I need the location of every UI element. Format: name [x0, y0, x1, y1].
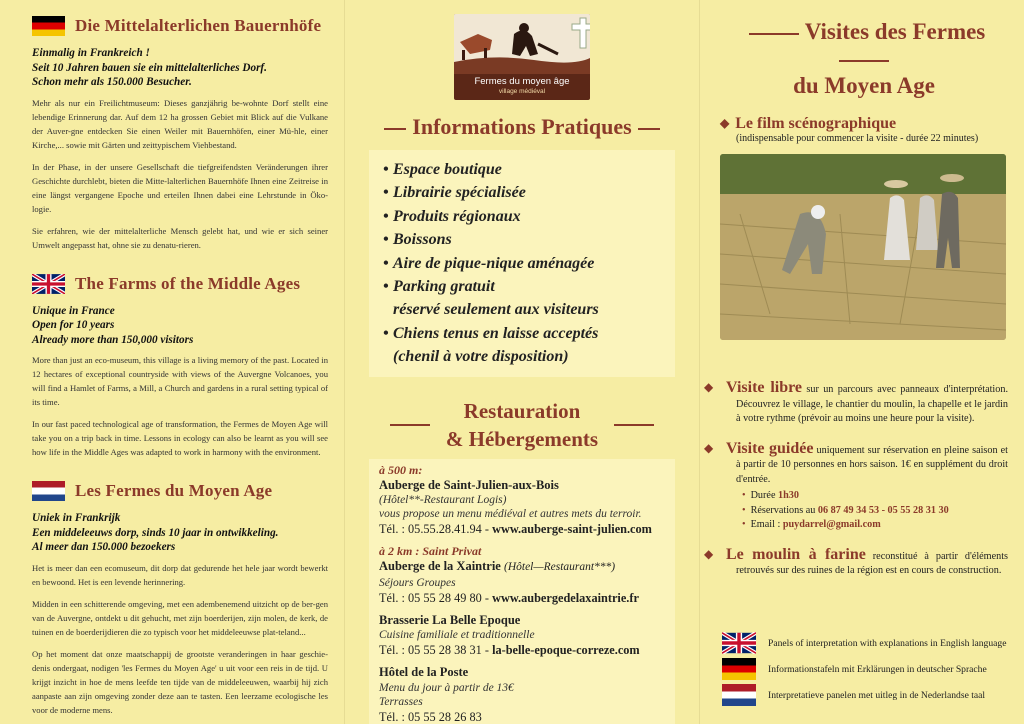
distance: à 500 m:: [379, 462, 423, 477]
restaurant-name: Auberge de Saint-Julien-aux-Bois: [379, 477, 559, 492]
item-heading: Le film scénographique: [735, 115, 897, 132]
restaurant-name: Brasserie La Belle Epoque: [379, 612, 521, 627]
section-heading: Les Fermes du Moyen Age: [75, 481, 273, 500]
divider: [390, 424, 430, 426]
guidee-booking: • Réservations au 06 87 49 34 53 - 05 55 28 31 30: [742, 504, 949, 516]
section-heading: The Farms of the Middle Ages: [75, 273, 301, 293]
paragraph: More than just an eco-museum, this village is a living memory of the past. Located in 12 hectares of exceptional countryside with views of the Auvergne Volcanoes, you will find a Hamlet of Farms, a Mill, a Church and gardens in a rural setting typical of its time.: [32, 355, 328, 407]
lead-line: Einmalig in Frankreich !: [32, 47, 150, 59]
restaurant-desc: Séjours Groupes: [379, 576, 456, 589]
restaurant-contact: Tél. : 05 55 28 38 31 - la-belle-epoque-correze.com: [379, 643, 640, 658]
dutch-flag-icon: [32, 481, 65, 501]
note-text: Interpretatieve panelen met uitleg in de Nederlandse taal: [768, 689, 986, 701]
right-panel: [700, 0, 1024, 724]
left-panel: [0, 0, 345, 724]
restaurant-website-link[interactable]: www.aubergedelaxaintrie.fr: [492, 590, 639, 605]
paragraph: Midden in een schitterende omgeving, met een adembenemend uitzicht op de ber-gen van de Auvergne, ontdekt u dit gehucht, met zijn boerderijen, zijn molen, de kerk, de tuinen en de boerderijdieren die zo typisch voor het middeleeuwse plat-teland...: [32, 598, 328, 637]
section-english: [32, 274, 328, 460]
visite-libre: ◆ Visite libre sur un parcours avec panneaux d'interprétation. Découvrez le village, le chantier du moulin, la chapelle et le jardin à votre rythme (prévoir au moins une heure pour la visite).: [704, 379, 1008, 424]
restaurant-entry: [379, 613, 665, 660]
section-german: [32, 16, 328, 252]
lead-line: Een middeleeuws dorp, sinds 10 jaar in ontwikkeling.: [32, 526, 279, 539]
restaurant-contact: Tél. : 05 55 28 26 83: [379, 709, 482, 724]
list-item: • Parking gratuit: [383, 278, 495, 296]
language-notes: [722, 630, 1006, 708]
german-flag-icon: [32, 16, 65, 36]
info-heading-text: Informations Pratiques: [412, 114, 632, 139]
list-item: • Librairie spécialisée: [383, 184, 526, 202]
lead-text: [32, 46, 328, 90]
diamond-bullet-icon: ◆: [720, 116, 730, 130]
logo-caption: Fermes du moyen âge: [474, 76, 570, 87]
restaurant-desc: Cuisine familiale et traditionnelle: [379, 629, 535, 642]
list-item: • Aire de pique-nique aménagée: [383, 254, 595, 272]
paragraph: In our fast paced technological age of transformation, the Fermes de Moyen Age will take you on a trip back in time. Lessons in ecology can also be learnt as you will see how life in the Middle Ages was adapted to work in harmony with the environment.: [32, 419, 328, 457]
title-line: du Moyen Age: [793, 73, 935, 98]
lead-line: Seit 10 Jahren bauen sie ein mittelalterliches Dorf.: [32, 61, 267, 74]
booking-phone[interactable]: 06 87 49 34 53 - 05 55 28 31 30: [817, 504, 949, 516]
restaurant-contact: Tél. : 05 55 28 49 80 - www.aubergedelaxaintrie.fr: [379, 590, 639, 605]
page-title: [720, 18, 1008, 99]
item-heading: Le moulin à farine: [726, 545, 866, 563]
email-link[interactable]: puydarrel@gmail.com: [782, 519, 881, 530]
middle-panel: [345, 0, 700, 724]
info-heading: [345, 114, 699, 140]
list-item: • Produits régionaux: [383, 207, 521, 225]
item-text: sur un parcours avec panneaux d'interprétation. Découvrez le village, le chantier du moulin, la chapelle et le jardin à votre rythme (prévoir au moins une heure pour la visite).: [736, 384, 1008, 424]
lead-text: [32, 511, 328, 555]
divider: [614, 424, 654, 426]
restaurant-entry: [379, 665, 665, 724]
paragraph: Op het moment dat onze maatschappij de grootste veranderingen in haar geschie-denis ondergaat, nodigen 'les Fermes du Moyen Age' u uit voor een reis in de tijd. U krijgt inzicht in hoe de mens leefde ten tijde van de middeleeuwen, waarbij hij zich aanpaste aan zijn omgeving zonder deze aan te tasten. Een leerzame ecologische les voor de moderne mens.: [32, 648, 328, 715]
restaurant-name: Auberge de la Xaintrie (Hôtel—Restaurant***): [379, 559, 616, 574]
lead-line: Already more than 150,000 visitors: [32, 333, 194, 346]
restaurant-entry: [379, 544, 665, 607]
visite-guidee: ◆ Visite guidée uniquement sur réservation en pleine saison et à partir de 10 personnes en hors saison. 1€ en supplément du droit d'entrée.: [704, 439, 1008, 485]
resto-heading-line: Restauration: [463, 398, 581, 423]
lead-line: Unique in France: [32, 304, 115, 317]
restaurant-desc: Terrasses: [379, 695, 423, 708]
language-note-english: [722, 630, 1006, 656]
logo-subcaption: village médiéval: [498, 88, 546, 95]
restaurant-name: Hôtel de la Poste: [379, 665, 469, 680]
title-line: Visites des Fermes: [804, 19, 986, 44]
uk-flag-icon: [32, 274, 65, 294]
section-heading: Die Mittelalterlichen Bauernhöfe: [75, 16, 322, 35]
paragraph: Mehr als nur ein Freilichtmuseum: Dieses ganzjährig be-wohnte Dorf stellt eine lebendige Erinnerung dar. Auf dem 12 ha grossen Gebiet mit Blick auf die Vulkane der Auver-gne entdecken Sie einen Weiler mit Bauernhöfen, einer Mü-hle, einer Kirche,... sowie mit Gärten und zeittypischem Viehbestand.: [32, 97, 328, 150]
lead-line: Al meer dan 150.000 bezoekers: [32, 541, 176, 553]
list-item: (chenil à votre disposition): [393, 348, 569, 366]
farmers-photo: [720, 154, 1006, 340]
item-heading: Visite libre: [726, 379, 803, 396]
lead-text: [32, 304, 328, 348]
restaurant-desc: (Hôtel**-Restaurant Logis): [379, 494, 507, 507]
list-item: • Boissons: [383, 231, 452, 249]
info-list: [369, 150, 675, 377]
note-text: Panels of interpretation with explanations in English language: [768, 637, 1007, 649]
guidee-email: • Email : puydarrel@gmail.com: [742, 519, 881, 530]
restaurant-desc: Menu du jour à partir de 13€: [379, 681, 514, 694]
dutch-flag-icon: [722, 684, 756, 706]
item-text: reconstitué à partir d'éléments retrouvés sur des ruines de la région est en cours de construction.: [736, 550, 1009, 576]
list-item: • Chiens tenus en laisse acceptés: [383, 324, 599, 342]
restaurant-list: [369, 459, 675, 724]
restaurant-website-link[interactable]: la-belle-epoque-correze.com: [492, 643, 640, 658]
paragraph: Het is meer dan een ecomuseum, dit dorp dat gedurende het hele jaar wordt bewerkt en bewoond. Het is een levende herinnering.: [32, 562, 328, 587]
list-item: réservé seulement aux visiteurs: [393, 301, 599, 319]
lead-line: Schon mehr als 150.000 Besucher.: [32, 76, 192, 88]
distance: à 2 km : Saint Privat: [379, 544, 482, 559]
restaurant-contact: Tél. : 05.55.28.41.94 - www.auberge-saint-julien.com: [379, 522, 652, 537]
german-flag-icon: [722, 658, 756, 680]
item-text: uniquement sur réservation en pleine saison et à partir de 10 personnes en hors saison. 1€ en supplément du droit d'entrée.: [736, 444, 1008, 485]
item-subtext: (indispensable pour commencer la visite - durée 22 minutes): [736, 133, 979, 144]
logo-illustration: [454, 14, 590, 74]
resto-heading: [345, 397, 699, 453]
language-note-german: [722, 656, 1006, 682]
lead-line: Open for 10 years: [32, 319, 115, 331]
restaurant-desc: vous propose un menu médiéval et autres mets du terroir.: [379, 508, 642, 521]
restaurant-website-link[interactable]: www.auberge-saint-julien.com: [492, 522, 652, 537]
paragraph: Sie erfahren, wie der mittelalterliche Mensch gelebt hat, und wie er sich seiner Umwelt angepasst hat, ohne sie zu denatu-rieren.: [32, 225, 328, 250]
item-heading: Visite guidée: [726, 439, 814, 457]
logo: [454, 14, 590, 100]
list-item: • Espace boutique: [383, 161, 502, 178]
paragraph: In der Phase, in der unsere Gesellschaft die tiefgreifendsten Veränderungen ihrer Geschichte durchlebt, bieten die Mitte-lalterlichen Bauernhöfe Ihnen eine Zeitreise in eine längst vergangene Epoche und erteilen Ihnen dabei eine Lehrstunde in Öko-logie.: [32, 161, 328, 214]
restaurant-entry: [379, 463, 665, 539]
section-dutch: [32, 481, 328, 717]
language-note-dutch: [722, 682, 1006, 708]
film-item: [720, 115, 1008, 144]
lead-line: Uniek in Frankrijk: [32, 512, 121, 524]
resto-heading-line: & Hébergements: [445, 426, 599, 451]
moulin: ◆ Le moulin à farine reconstitué à partir d'éléments retrouvés sur des ruines de la région est en cours de construction.: [704, 545, 1009, 576]
uk-flag-icon: [722, 632, 756, 654]
note-text: Informationstafeln mit Erklärungen in deutscher Sprache: [768, 663, 987, 675]
guidee-duration: • Durée 1h30: [742, 490, 799, 501]
